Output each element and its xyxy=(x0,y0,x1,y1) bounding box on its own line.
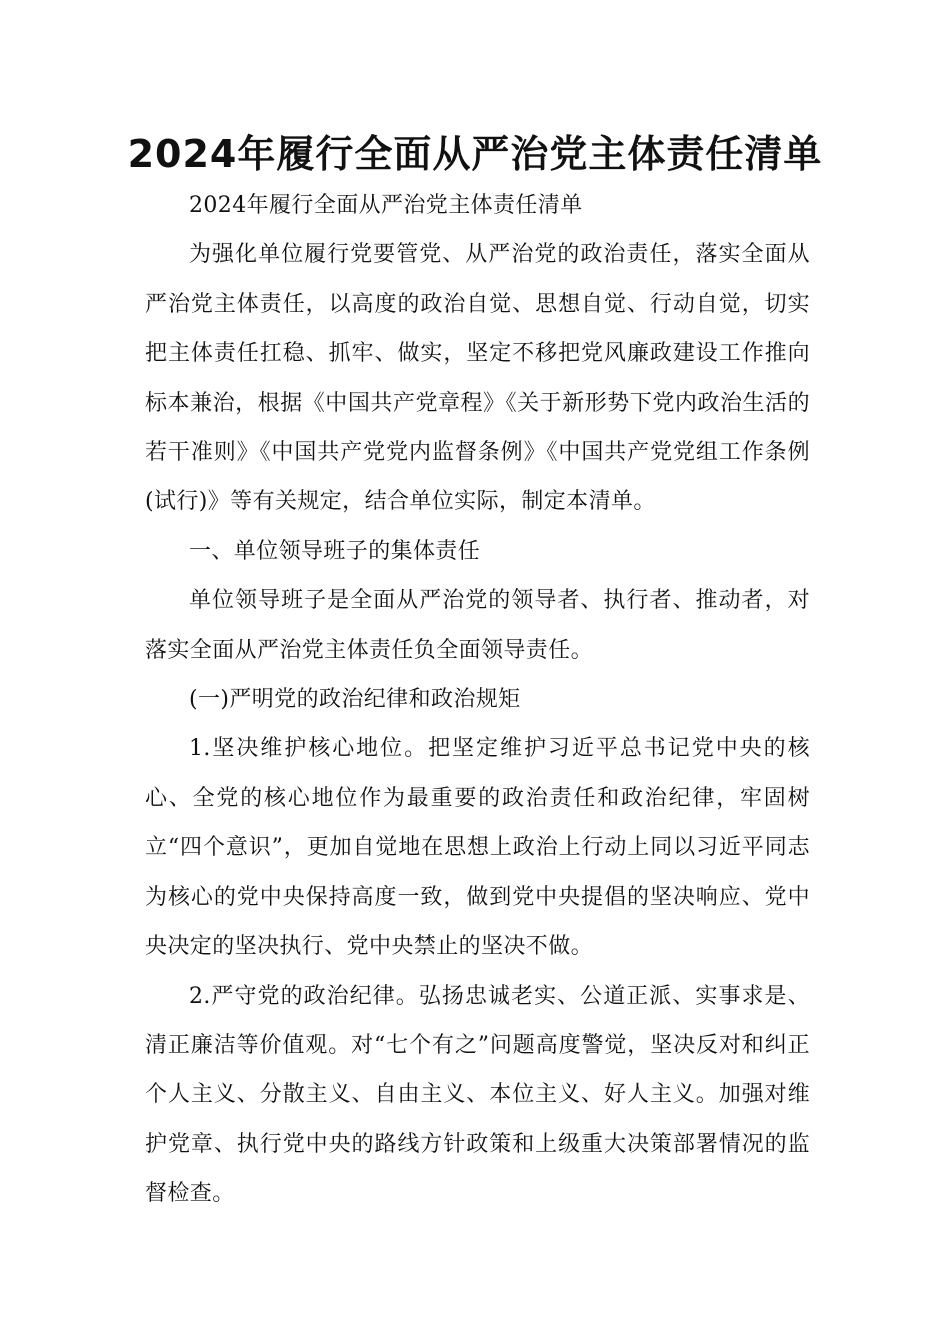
document-title: 2024年履行全面从严治党主体责任清单 xyxy=(127,132,823,176)
paragraph-intro: 为强化单位履行党要管党、从严治党的政治责任，落实全面从严治党主体责任，以高度的政治自觉、思想自觉、行动自觉，切实把主体责任扛稳、抓牢、做实，坚定不移把党风廉政建设工作推向标本兼治，根据《中国共产党章程》《关于新形势下党内政治生活的若干准则》《中国共产党党内监督条例》《中国共产党党组工作条例(试行)》等有关规定，结合单位实际，制定本清单。 xyxy=(145,242,810,515)
section-heading-collective-responsibility: 一、单位领导班子的集体责任 xyxy=(189,538,481,564)
paragraph-subtitle: 2024年履行全面从严治党主体责任清单 xyxy=(189,193,583,218)
paragraph-item-1: 1.坚决维护核心地位。把坚定维护习近平总书记党中央的核心、全党的核心地位作为最重要的政治责任和政治纪律，牢固树立“四个意识”，更加自觉地在思想上政治上行动上同以习近平同志为核心的党中央保持高度一致，做到党中央提倡的坚决响应、党中央决定的坚决执行、党中央禁止的坚决不做。 xyxy=(145,736,810,960)
document-body xyxy=(145,181,810,1219)
paragraph-item-2: 2.严守党的政治纪律。弘扬忠诚老实、公道正派、实事求是、清正廉洁等价值观。对“七个有之”问题高度警觉，坚决反对和纠正个人主义、分散主义、自由主义、本位主义、好人主义。加强对维护党章、执行党中央的路线方针政策和上级重大决策部署情况的监督检查。 xyxy=(145,983,810,1207)
paragraph-leadership-role: 单位领导班子是全面从严治党的领导者、执行者、推动者，对落实全面从严治党主体责任负全面领导责任。 xyxy=(145,588,810,663)
subsection-heading-political-discipline: (一)严明党的政治纪律和政治规矩 xyxy=(189,687,521,713)
